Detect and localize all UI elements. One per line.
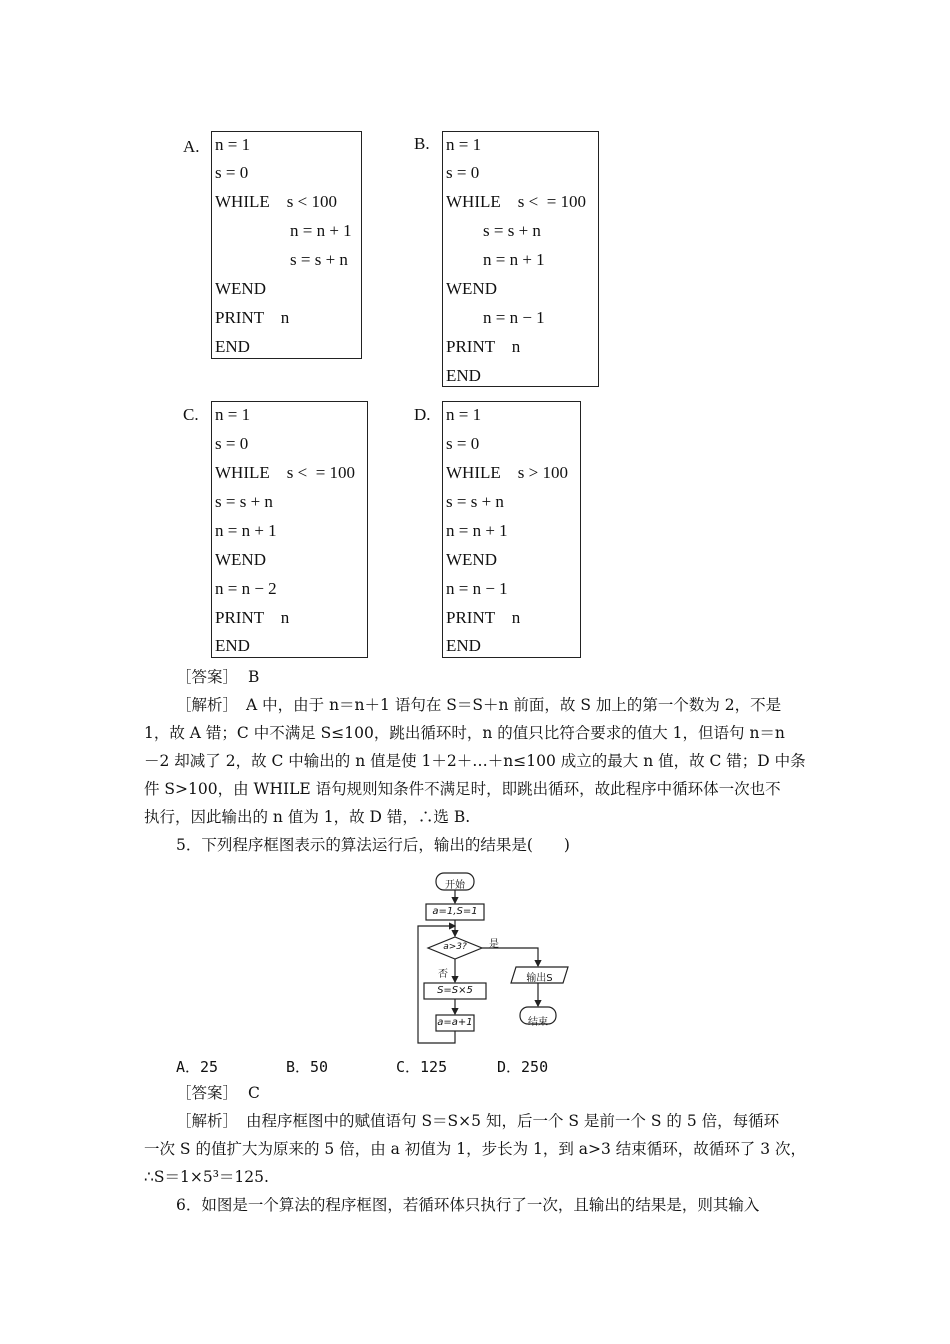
program-line: WHILE s < = 100 [446, 192, 587, 211]
q6-question: 6．如图是一个算法的程序框图，若循环体只执行了一次，且输出的结果是，则其输入 [176, 1196, 760, 1214]
q5-question: 5．下列程序框图表示的算法运行后，输出的结果是( ) [176, 836, 570, 854]
program-line: END [446, 636, 481, 655]
program-box-d [442, 401, 581, 658]
program-line: END [215, 636, 250, 655]
program-line: END [215, 337, 250, 356]
choice-a: A．25 [176, 1058, 219, 1076]
program-line: n = n − 1 [483, 308, 545, 327]
fc-cond-text: a>3? [443, 942, 467, 952]
choice-d: D．250 [497, 1058, 549, 1076]
fc-mult-text: S=S×5 [437, 985, 473, 996]
fc-start-text: 开始 [445, 880, 465, 891]
fc-yes-label: 是 [489, 939, 499, 950]
q4-analysis-line-5: 执行，因此输出的 n 值为 1，故 D 错，∴选 B. [144, 808, 471, 826]
program-line: WHILE s > 100 [446, 463, 568, 482]
program-line: PRINT n [215, 308, 290, 327]
choice-c: C．125 [396, 1058, 448, 1076]
fc-inc-text: a=a+1 [437, 1017, 473, 1028]
answer-value: C [248, 1084, 260, 1102]
program-line: s = s + n [215, 492, 273, 511]
program-line: END [446, 366, 481, 385]
program-box-a [211, 131, 362, 359]
program-line: PRINT n [446, 608, 521, 627]
fc-end-text: 结束 [528, 1017, 548, 1028]
fc-init-text: a=1,S=1 [432, 906, 478, 917]
q5-analysis-line-2: 一次 S 的值扩大为原来的 5 倍，由 a 初值为 1，步长为 1，到 a>3 结束循环，故循环了 3 次， [144, 1140, 807, 1158]
q4-analysis-line-3: －2 却减了 2，故 C 中输出的 n 值是使 1＋2＋…＋n≤100 成立的最大 n 值，故 C 错；D 中条 [144, 752, 806, 770]
program-line: n = 1 [215, 405, 251, 424]
program-line: s = 0 [446, 163, 480, 182]
program-box-b [442, 131, 599, 387]
option-a-label: A. [183, 137, 200, 156]
program-line: WHILE s < = 100 [215, 463, 356, 482]
q5-answer [176, 1082, 260, 1104]
q4-answer [176, 666, 259, 688]
program-line: n = 1 [215, 135, 251, 154]
program-line: s = s + n [290, 250, 348, 269]
program-line: n = n + 1 [290, 221, 352, 240]
program-line: n = 1 [446, 135, 482, 154]
q5-analysis-line-1 [176, 1110, 779, 1132]
program-line: PRINT n [446, 337, 521, 356]
program-line: s = s + n [446, 492, 504, 511]
program-line: s = 0 [446, 434, 480, 453]
program-line: s = 0 [215, 434, 249, 453]
program-line: WEND [215, 550, 266, 569]
program-box-c [211, 401, 368, 658]
q5-analysis-line-3: ∴S＝1×5³＝125. [144, 1168, 269, 1186]
option-d-label: D. [414, 405, 431, 424]
program-line: WEND [446, 550, 497, 569]
option-c-label: C. [183, 405, 199, 424]
analysis-text: 由程序框图中的赋值语句 S＝S×5 知，后一个 S 是前一个 S 的 5 倍，每循环 [246, 1112, 780, 1130]
program-line: n = n − 1 [446, 579, 508, 598]
program-line: n = n + 1 [215, 521, 277, 540]
choice-b: B．50 [286, 1058, 329, 1076]
option-b-label: B. [414, 134, 430, 153]
answer-label: ［答案］ [176, 1084, 239, 1102]
analysis-label: ［解析］ [176, 1112, 239, 1130]
answer-value: B [248, 668, 260, 686]
program-line: n = n + 1 [446, 521, 508, 540]
program-line: n = 1 [446, 405, 482, 424]
q4-analysis-line-1 [176, 694, 781, 716]
fc-output-text: 输出S [526, 973, 553, 984]
q4-analysis-line-4: 件 S>100，由 WHILE 语句规则知条件不满足时，即跳出循环，故此程序中循环体一次也不 [144, 780, 781, 798]
program-line: n = n − 2 [215, 579, 277, 598]
program-line: s = 0 [215, 163, 249, 182]
program-line: WEND [215, 279, 266, 298]
q4-analysis-line-2: 1，故 A 错；C 中不满足 S≤100，跳出循环时，n 的值只比符合要求的值大 1，但语句 n＝n [144, 724, 785, 742]
analysis-label: ［解析］ [176, 696, 239, 714]
program-line: WEND [446, 279, 497, 298]
answer-label: ［答案］ [176, 668, 239, 686]
program-line: n = n + 1 [483, 250, 545, 269]
program-line: WHILE s < 100 [215, 192, 337, 211]
program-line: s = s + n [483, 221, 541, 240]
analysis-text: A 中，由于 n＝n＋1 语句在 S＝S＋n 前面，故 S 加上的第一个数为 2，不是 [246, 696, 782, 714]
fc-no-label: 否 [438, 969, 448, 980]
program-line: PRINT n [215, 608, 290, 627]
